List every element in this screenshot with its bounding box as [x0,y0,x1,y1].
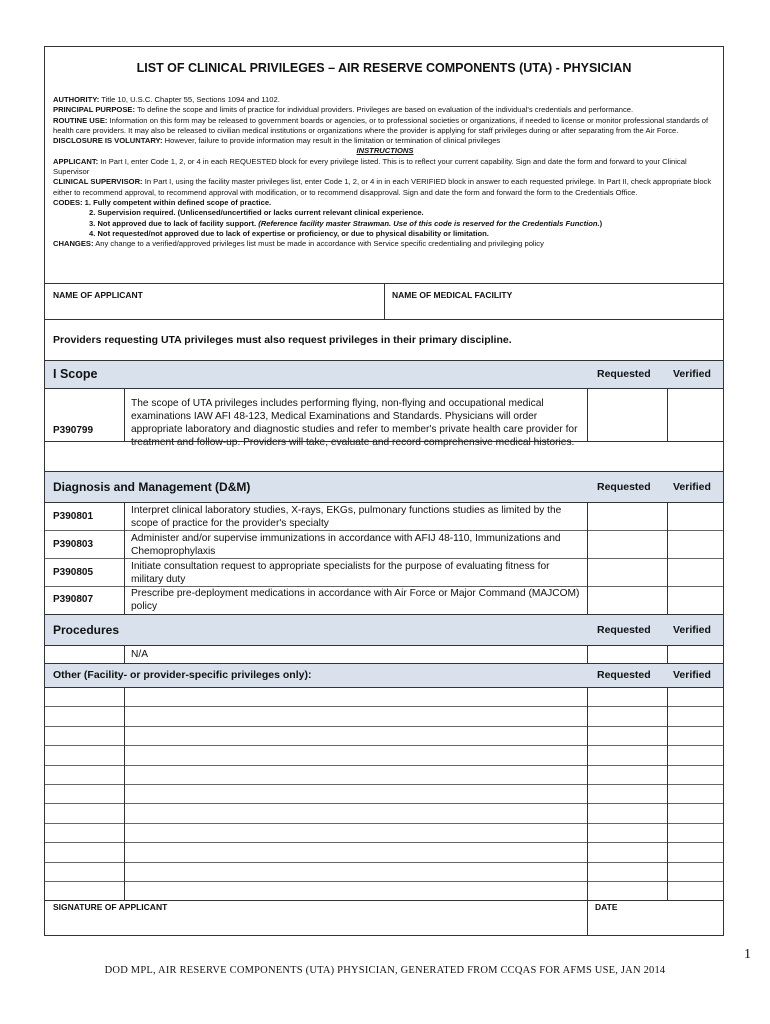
codes-line: CODES: 1. Fully competent within defined scope of practice. [53,197,272,207]
scope-verified-header: Verified [673,368,711,380]
code-2: 2. Supervision required. (Unlicensed/uncertified or lacks current relevant clinical experience. [89,208,424,218]
other-description-cell[interactable] [125,804,586,822]
divider [45,823,723,824]
dm-requested-cell[interactable] [588,559,667,586]
other-verified-cell[interactable] [668,882,724,900]
dm-code: P390807 [53,594,94,605]
other-description-cell[interactable] [125,863,586,881]
changes-line: CHANGES: Any change to a verified/approved privileges list must be made in accordance with Service specific credentialing and privileging policy [53,239,544,249]
other-verified-cell[interactable] [668,804,724,822]
divider [45,706,723,707]
dm-requested-header: Requested [597,481,651,493]
procedures-na: N/A [131,649,148,660]
dm-description: Prescribe pre-deployment medications in accordance with Air Force or Major Command (MAJCOM) policy [131,588,580,612]
other-verified-cell[interactable] [668,863,724,881]
procedures-verified-header: Verified [673,624,711,636]
scope-verified-cell[interactable] [668,389,724,441]
other-requested-cell[interactable] [588,843,666,861]
divider [45,842,723,843]
other-requested-cell[interactable] [588,766,666,784]
other-section-header [45,664,723,687]
divider [45,784,723,785]
other-code-cell[interactable] [46,882,123,900]
signature-label: SIGNATURE OF APPLICANT [53,902,168,912]
other-requested-cell[interactable] [588,707,666,725]
scope-section-header [45,361,723,388]
facility-name-field[interactable] [392,303,717,319]
other-description-cell[interactable] [125,727,586,745]
other-code-cell[interactable] [46,727,123,745]
dm-description: Interpret clinical laboratory studies, X-rays, EKGs, pulmonary functions studies as limited by the scope of practice for the provider's specialty [131,505,562,529]
divider [667,645,668,663]
other-code-cell[interactable] [46,746,123,764]
info-block [53,95,717,249]
page-footer: DOD MPL, AIR RESERVE COMPONENTS (UTA) PHYSICIAN, GENERATED FROM CCQAS FOR AFMS USE, JAN 2014 [104,965,666,976]
procedures-section-header [45,615,723,645]
other-code-cell[interactable] [46,707,123,725]
divider [45,862,723,863]
other-verified-cell[interactable] [668,746,724,764]
authority-line: AUTHORITY: Title 10, U.S.C. Chapter 55, Sections 1094 and 1102. [53,95,280,104]
signature-field[interactable] [53,913,583,935]
other-description-cell[interactable] [125,688,586,706]
dm-verified-cell[interactable] [668,559,724,586]
other-requested-cell[interactable] [588,882,666,900]
dm-requested-cell[interactable] [588,503,667,530]
other-requested-header: Requested [597,669,651,681]
other-requested-cell[interactable] [588,824,666,842]
other-requested-cell[interactable] [588,688,666,706]
scope-description: The scope of UTA privileges includes performing flying, non-flying and occupational medical examinations IAW AFI 48-123, Medical Examinations and Standards. Physicians will order appropriate laboratory and diagnostic studies and refer to member's private health care provider for treatment and follow-up. Providers will take, evaluate and record comprehensive medical histories. [131,398,578,448]
divider [45,803,723,804]
divider [587,388,588,441]
procedures-verified-cell[interactable] [668,646,724,663]
dm-description: Administer and/or supervise immunizations in accordance with AFIJ 48-110, Immunizations and Chemoprophylaxis [131,533,561,557]
applicant-line: APPLICANT: In Part I, enter Code 1, 2, or 4 in each REQUESTED block for every privilege listed. This is to reflect your current capability. Sign and date the form and forward to your Clinical Supervisor [53,156,687,177]
divider [587,687,588,900]
other-verified-cell[interactable] [668,707,724,725]
disclosure-line: DISCLOSURE IS VOLUNTARY: However, failure to provide information may result in the limitation or termination of clinical privileges [53,136,501,146]
divider [384,283,385,319]
page-number: 1 [744,947,751,962]
other-verified-cell[interactable] [668,824,724,842]
dm-title: Diagnosis and Management (D&M) [53,480,251,494]
other-description-cell[interactable] [125,824,586,842]
other-title: Other (Facility- or provider-specific privileges only): [53,669,312,681]
other-code-cell[interactable] [46,766,123,784]
divider [667,388,668,441]
divider [45,319,723,320]
other-requested-cell[interactable] [588,863,666,881]
dm-description: Initiate consultation request to appropriate specialists for the purpose of evaluating fitness for military duty [131,561,550,585]
divider [667,687,668,900]
dm-requested-cell[interactable] [588,587,667,614]
divider [124,502,125,614]
scope-requested-header: Requested [597,368,651,380]
other-code-cell[interactable] [46,804,123,822]
divider [667,502,668,614]
other-description-cell[interactable] [125,882,586,900]
facility-name-label: NAME OF MEDICAL FACILITY [392,290,513,300]
divider [587,502,588,614]
other-description-cell[interactable] [125,843,586,861]
dm-code: P390803 [53,539,94,550]
other-requested-cell[interactable] [588,727,666,745]
other-requested-cell[interactable] [588,746,666,764]
divider [587,645,588,663]
other-code-cell[interactable] [46,863,123,881]
divider [45,726,723,727]
form-title: LIST OF CLINICAL PRIVILEGES – AIR RESERVE COMPONENTS (UTA) - PHYSICIAN [136,61,632,75]
dm-section-header [45,472,723,502]
procedures-title: Procedures [53,623,120,637]
date-field[interactable] [595,913,720,935]
other-description-cell[interactable] [125,746,586,764]
scope-requested-cell[interactable] [588,389,667,441]
dm-verified-header: Verified [673,481,711,493]
procedures-requested-header: Requested [597,624,651,636]
dm-code: P390801 [53,511,94,522]
routine-use-line: ROUTINE USE: Information on this form may be released to government boards or agencies, or to professional societies or organizations, if needed to license or monitor professional standards of health care providers. It may also be released to civilian medical institutions or organizations where the provider is applying for staff privileges during or after separating from the Air Force. [53,115,709,135]
other-verified-cell[interactable] [668,785,724,803]
divider [45,765,723,766]
dm-code: P390805 [53,567,94,578]
divider [45,745,723,746]
other-code-cell[interactable] [46,824,123,842]
divider [45,881,723,882]
divider [45,471,723,472]
applicant-name-field[interactable] [53,303,383,319]
divider [587,900,588,936]
dm-verified-cell[interactable] [668,503,724,530]
other-requested-cell[interactable] [588,804,666,822]
other-code-cell[interactable] [46,785,123,803]
divider [124,388,125,441]
scope-title: I Scope [53,367,98,381]
purpose-line: PRINCIPAL PURPOSE: To define the scope and limits of practice for individual providers. Privileges are based on evaluation of the individual's credentials and performance. [53,105,634,115]
code-3: 3. Not approved due to lack of facility support. (Reference facility master Strawman. Use of this code is reserved for the Credentials Function.) [89,218,603,228]
supervisor-line: CLINICAL SUPERVISOR: In Part I, using the facility master privileges list, enter Code 1, 2, or 4 in in each VERIFIED block in answer to each requested privilege. In Part II, check appropriate block either to recommend approval, to recommend approval with modification, or to recommend disapproval. Sign and date the form and forward the form to the Credentials Office. [53,177,712,197]
uta-banner: Providers requesting UTA privileges must also request privileges in their primary discipline. [53,334,512,346]
dm-requested-cell[interactable] [588,531,667,558]
other-verified-cell[interactable] [668,688,724,706]
scope-code: P390799 [53,425,94,436]
applicant-name-label: NAME OF APPLICANT [53,290,143,300]
other-verified-cell[interactable] [668,766,724,784]
other-description-cell[interactable] [125,785,586,803]
divider [45,900,723,901]
other-code-cell[interactable] [46,688,123,706]
privileges-form [44,46,724,936]
instructions-heading: INSTRUCTIONS [356,146,414,156]
other-description-cell[interactable] [125,766,586,784]
other-requested-cell[interactable] [588,785,666,803]
divider [124,645,125,663]
other-code-cell[interactable] [46,843,123,861]
date-label: DATE [595,902,618,912]
code-4: 4. Not requested/not approved due to lack of expertise or proficiency, or due to physical disability or limitation. [89,228,489,238]
other-verified-cell[interactable] [668,843,724,861]
other-description-cell[interactable] [125,707,586,725]
other-verified-header: Verified [673,669,711,681]
divider [45,441,723,442]
dm-verified-cell[interactable] [668,587,724,614]
dm-verified-cell[interactable] [668,531,724,558]
procedures-requested-cell[interactable] [588,646,667,663]
other-verified-cell[interactable] [668,727,724,745]
divider [124,687,125,900]
